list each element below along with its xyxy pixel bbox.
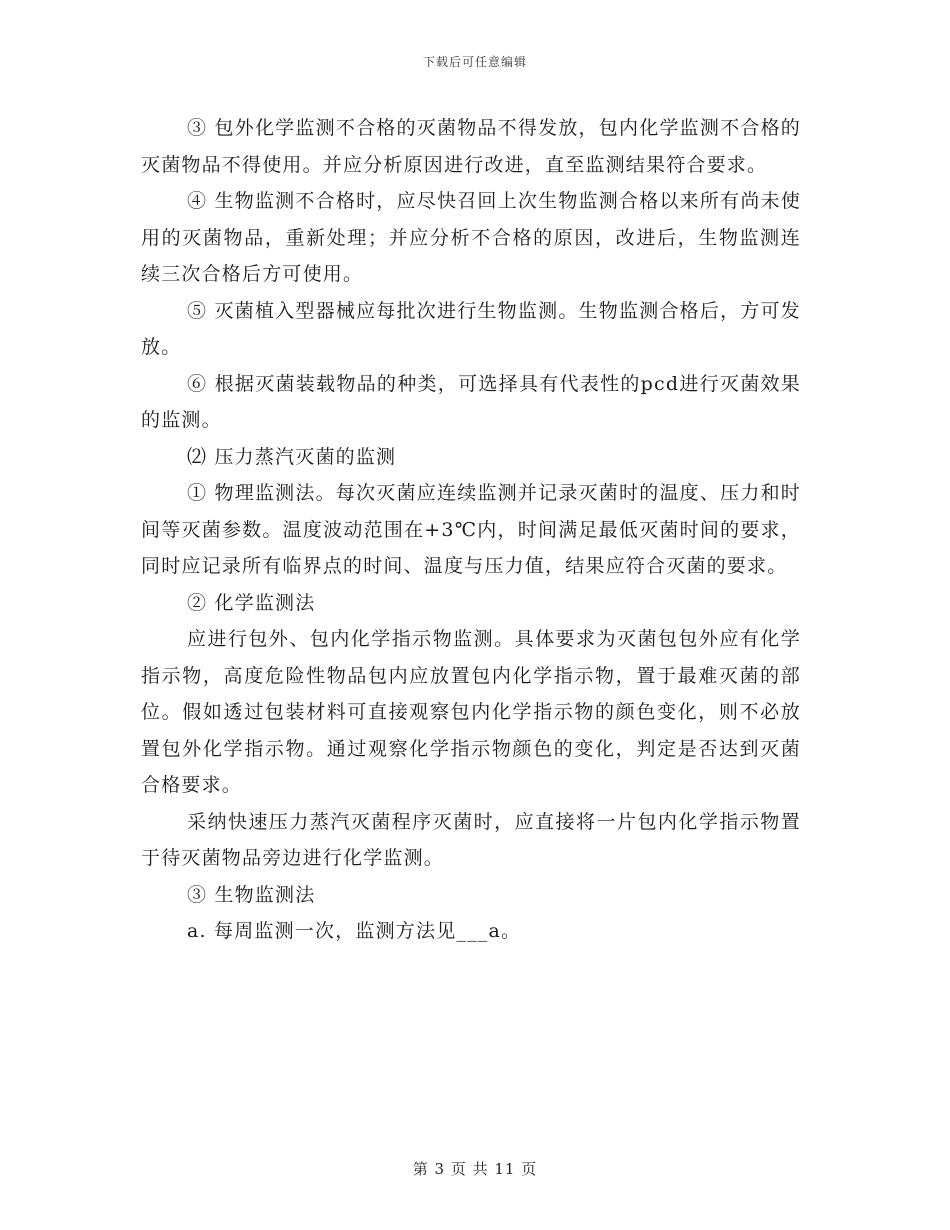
- subheading-biological-monitoring: ③ 生物监测法: [187, 883, 316, 906]
- paragraph-weekly-monitoring: a. 每周监测一次，监测方法见___a。: [187, 920, 522, 942]
- page-footer: 第 3 页 共 11 页: [412, 1160, 538, 1178]
- paragraph-fast-sterilization-program: 采纳快速压力蒸汽灭菌程序灭菌时，应直接将一片包内化学指示物置于待灭菌物品旁边进行化学监测。: [141, 810, 801, 869]
- paragraph-physical-monitoring: ① 物理监测法。每次灭菌应连续监测并记录灭菌时的温度、压力和时间等灭菌参数。温度波动范围在+3℃内，时间满足最低灭菌时间的要求，同时应记录所有临界点的时间、温度与压力值，结果应符合灭菌的要求。: [141, 482, 801, 577]
- page-header: 下载后可任意编辑: [422, 55, 527, 69]
- paragraph-biological-monitoring-failure: ④ 生物监测不合格时，应尽快召回上次生物监测合格以来所有尚未使用的灭菌物品，重新处理；并应分析不合格的原因，改进后，生物监测连续三次合格后方可使用。: [141, 190, 801, 285]
- section-heading-steam-sterilization: ⑵ 压力蒸汽灭菌的监测: [187, 445, 397, 468]
- paragraph-package-chemical-monitoring: ③ 包外化学监测不合格的灭菌物品不得发放，包内化学监测不合格的灭菌物品不得使用。并应分析原因进行改进，直至监测结果符合要求。: [141, 117, 801, 176]
- document-body: [141, 110, 801, 950]
- paragraph-implant-monitoring: ⑤ 灭菌植入型器械应每批次进行生物监测。生物监测合格后，方可发放。: [141, 299, 801, 358]
- subheading-chemical-monitoring: ② 化学监测法: [187, 591, 316, 614]
- paragraph-pcd-selection: ⑥ 根据灭菌装载物品的种类，可选择具有代表性的pcd进行灭菌效果的监测。: [141, 372, 801, 431]
- paragraph-chemical-indicator-requirements: 应进行包外、包内化学指示物监测。具体要求为灭菌包包外应有化学指示物，高度危险性物品包内应放置包内化学指示物，置于最难灭菌的部位。假如透过包装材料可直接观察包内化学指示物的颜色变化，则不必放置包外化学指示物。通过观察化学指示物颜色的变化，判定是否达到灭菌合格要求。: [141, 628, 801, 796]
